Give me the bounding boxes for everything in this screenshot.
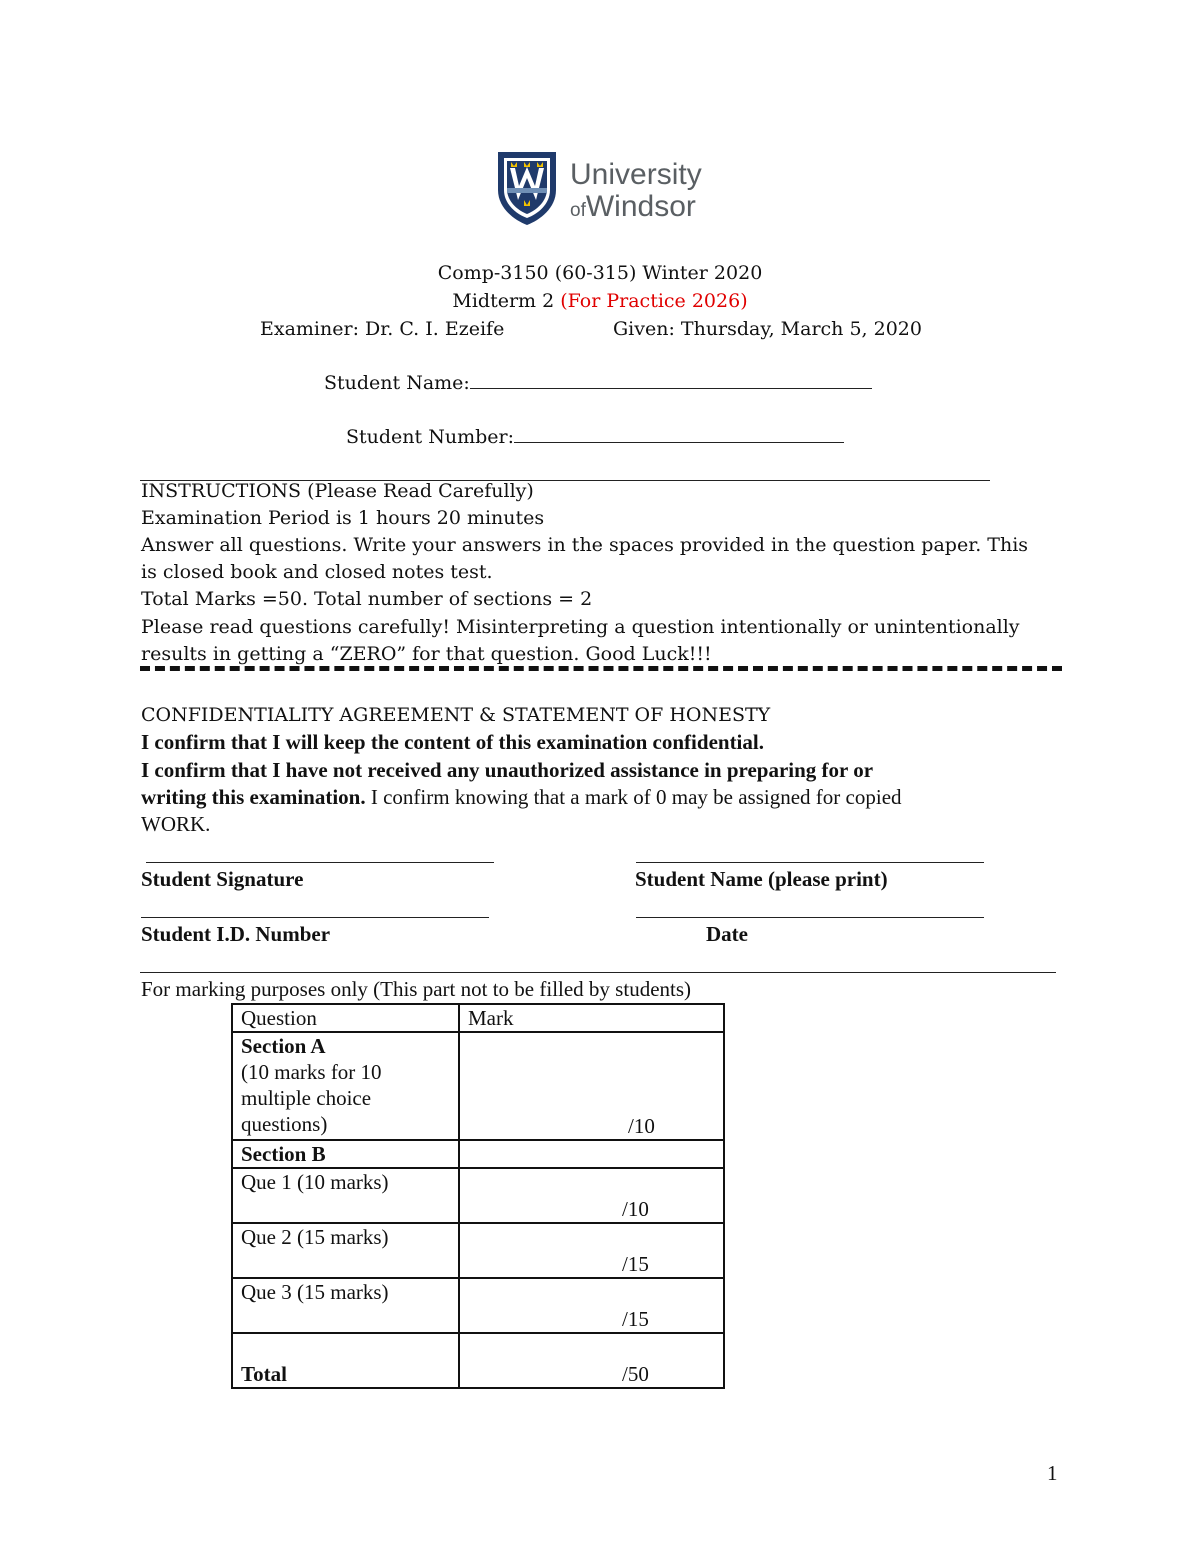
q1-mark-cell[interactable] [459, 1168, 724, 1223]
total-cell [232, 1333, 459, 1388]
examiner: Examiner: Dr. C. I. Ezeife [260, 318, 505, 340]
q1-mark: /10 [622, 1197, 649, 1221]
student-name-field[interactable] [324, 371, 872, 394]
student-signature-label: Student Signature [141, 867, 304, 891]
marking-divider [140, 972, 1056, 973]
agreement-line-2: I confirm that I have not received any unauthorized assistance in preparing for or [141, 758, 874, 782]
logo-line-university: University [570, 158, 702, 191]
read-carefully-1: Please read questions carefully! Misinterpreting a question intentionally or unintentionally [141, 616, 1020, 638]
table-row-total [232, 1333, 724, 1388]
student-name-print-label: Student Name (please print) [635, 867, 888, 891]
agreement-line-1: I confirm that I will keep the content of this examination confidential. [141, 730, 764, 754]
section-a-mark-cell[interactable] [459, 1032, 724, 1140]
agreement-line-3-bold: writing this examination. [141, 785, 366, 809]
date-blank[interactable] [636, 917, 984, 918]
total-mark-cell[interactable] [459, 1333, 724, 1388]
instructions-title: INSTRUCTIONS (Please Read Carefully) [141, 480, 534, 502]
student-id-blank[interactable] [141, 917, 489, 918]
logo-windsor: Windsor [585, 190, 696, 223]
exam-period: Examination Period is 1 hours 20 minutes [141, 507, 545, 529]
agreement-title: CONFIDENTIALITY AGREEMENT & STATEMENT OF HONESTY [141, 704, 771, 726]
student-name-label: Student Name: [324, 372, 470, 394]
marking-caption: For marking purposes only (This part not to be filled by students) [141, 977, 692, 1001]
answer-instruction-2: is closed book and closed notes test. [141, 561, 493, 583]
name-print-blank[interactable] [636, 862, 984, 863]
table-row-header [232, 1004, 724, 1032]
marking-table [231, 1003, 725, 1389]
total-marks: Total Marks =50. Total number of sections = 2 [141, 588, 593, 610]
answer-instruction-1: Answer all questions. Write your answers in the spaces provided in the question paper. This [141, 534, 1029, 556]
q1-label: Que 1 (10 marks) [232, 1168, 459, 1223]
university-shield-icon [496, 150, 558, 226]
agreement-line-4: WORK. [141, 812, 211, 836]
agreement-line-3 [141, 785, 902, 810]
q2-label: Que 2 (15 marks) [232, 1223, 459, 1278]
section-a-desc-1: (10 marks for 10 [241, 1060, 382, 1084]
q2-mark-cell[interactable] [459, 1223, 724, 1278]
page-number: 1 [1047, 1461, 1058, 1485]
section-a-cell [232, 1032, 459, 1140]
header-mark: Mark [459, 1004, 724, 1032]
student-id-label: Student I.D. Number [141, 922, 331, 946]
logo-of: of [570, 200, 586, 221]
practice-note: (For Practice 2026) [560, 290, 748, 312]
section-b-mark-cell [459, 1140, 724, 1168]
course-title: Comp-3150 (60-315) Winter 2020 [437, 262, 763, 284]
section-a-title: Section A [241, 1034, 326, 1058]
table-row-q1 [232, 1168, 724, 1223]
section-a-desc-3: questions) [241, 1112, 328, 1136]
student-number-label: Student Number: [346, 426, 514, 448]
read-carefully-2: results in getting a “ZERO” for that question. Good Luck!!! [141, 643, 712, 665]
dashed-divider [140, 666, 1062, 671]
total-mark: /50 [622, 1362, 649, 1386]
midterm-title [0, 290, 1200, 312]
student-number-field[interactable] [346, 425, 844, 448]
total-label: Total [241, 1362, 287, 1386]
midterm-label: Midterm 2 [452, 290, 555, 312]
section-a-mark: /10 [628, 1114, 655, 1138]
q2-mark: /15 [622, 1252, 649, 1276]
table-row-q3 [232, 1278, 724, 1333]
q3-mark: /15 [622, 1307, 649, 1331]
q3-label: Que 3 (15 marks) [232, 1278, 459, 1333]
date-label: Date [706, 922, 748, 946]
student-name-blank[interactable] [470, 371, 872, 389]
university-logo [496, 150, 708, 226]
agreement-line-3-rest: I confirm knowing that a mark of 0 may be assigned for copied [365, 785, 902, 809]
section-a-desc-2: multiple choice [241, 1086, 372, 1110]
table-row-section-a [232, 1032, 724, 1140]
q3-mark-cell[interactable] [459, 1278, 724, 1333]
section-b-title: Section B [232, 1140, 459, 1168]
table-row-section-b [232, 1140, 724, 1168]
logo-line-windsor [570, 190, 696, 224]
given-date: Given: Thursday, March 5, 2020 [613, 318, 922, 340]
student-number-blank[interactable] [514, 425, 844, 443]
table-row-q2 [232, 1223, 724, 1278]
signature-blank[interactable] [146, 862, 494, 863]
header-question: Question [232, 1004, 459, 1032]
